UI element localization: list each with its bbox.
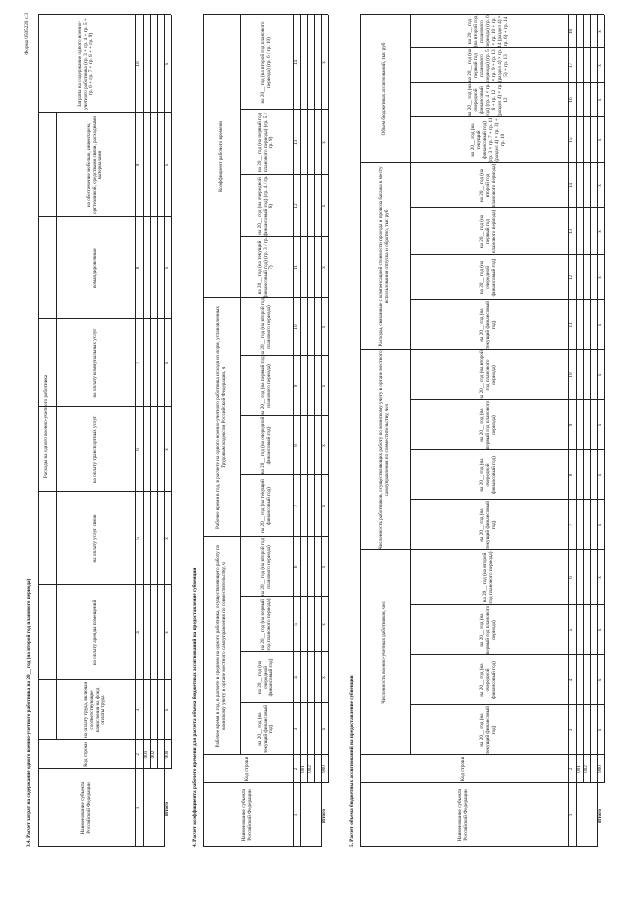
header-col-4-text: на оплату аренды помещений: [91, 599, 98, 666]
total-x-17: [597, 48, 604, 83]
header-col-14: [240, 15, 293, 110]
header-col-15-text: на 20__ год (на текущий финансовый год) (гр. 3 × гр. 7 + гр. 11 (раздел 4) × гр. 3) + гр. 10: [470, 117, 506, 163]
col-number-11-text: 11: [568, 322, 575, 328]
total-x-7-text: x: [596, 523, 603, 527]
header-col-7-text: на 20__ год (на текущий финансовый год): [479, 500, 497, 550]
total-code-text: 900: [163, 750, 170, 759]
header-col-16: [410, 83, 568, 117]
header-group-appropriations: [360, 15, 410, 163]
header-col-18: [410, 15, 568, 48]
header-subject-text: Наименование субъекта Российской Федерации: [241, 788, 253, 842]
col-number-2: [568, 755, 576, 783]
total-x-14-text: x: [320, 61, 327, 64]
header-col-10: [240, 298, 293, 356]
header-group-appropriations-text: Объем бюджетных ассигнований, тыс руб: [381, 42, 388, 136]
total-x-5-text: x: [596, 628, 603, 632]
total-x-7: [164, 319, 171, 407]
rule-h: [604, 15, 605, 783]
header-col-3-text: на 20__ год (на текущий финансовый год): [479, 705, 497, 755]
col-number-5: [293, 597, 300, 652]
total-x-11: [597, 300, 604, 350]
header-col-5: [56, 492, 135, 585]
col-number-5-text: 5: [135, 537, 142, 540]
col-number-11: [568, 300, 576, 350]
header-col-12: [410, 255, 568, 300]
header-col-4: [410, 655, 568, 705]
header-subject: [38, 769, 135, 847]
total-x-11-text: x: [320, 266, 327, 269]
col-number-3-text: 3: [135, 708, 142, 712]
header-col-4-text: на 20__ год (на очередной финансовый год): [256, 658, 275, 697]
header-col-4: [240, 652, 293, 703]
col-number-5: [135, 492, 143, 585]
total-x-14: [321, 15, 328, 110]
total-x-8-text: x: [596, 473, 603, 477]
header-col-3-text: на оплату труда, включая соответствующие начисления на фонд оплаты труда: [82, 682, 107, 738]
total-x-6: [321, 537, 328, 597]
header-col-6: [240, 537, 293, 597]
col-number-16-text: 16: [568, 97, 575, 103]
col-number-4: [135, 585, 143, 680]
header-col-11: [240, 237, 293, 298]
header-group-staff-parttime: [360, 350, 410, 550]
total-x-5: [597, 605, 604, 655]
rule-h: [328, 15, 329, 783]
total-x-14-text: x: [596, 184, 603, 187]
header-code-text: Код строки: [244, 756, 251, 782]
col-number-6: [293, 537, 300, 597]
header-col-4: [56, 585, 135, 680]
header-group-coefficient-text: Коэффициент рабочего времени: [217, 121, 224, 192]
col-number-8: [135, 217, 143, 319]
col-number-15: [568, 117, 576, 163]
total-x-3-text: x: [596, 728, 603, 732]
total-x-9-text: x: [596, 423, 603, 427]
total-label: [321, 785, 328, 847]
header-col-14: [410, 163, 568, 208]
header-group-staff: [360, 550, 410, 755]
section-5-title: 5. Расчет объема бюджетных ассигнований на предоставление субвенции: [349, 675, 355, 847]
rule-h: [171, 15, 172, 769]
total-x-15-text: x: [596, 138, 603, 142]
header-group-staff-parttime-text: Численность работников, осуществляющих работу по воинскому учету в органе местного самоуправления по совместительству, чел: [378, 350, 390, 550]
col-number-9: [293, 356, 300, 416]
total-x-13: [597, 208, 604, 255]
col-number-1: [568, 783, 576, 847]
total-x-5-text: x: [163, 537, 170, 540]
total-label-text: Итого: [596, 809, 603, 823]
total-code: [164, 740, 171, 769]
col-number-2-text: 2: [135, 753, 142, 756]
total-x-7-text: x: [320, 504, 327, 508]
header-col-13: [240, 110, 293, 175]
header-subject: [203, 783, 293, 847]
col-number-9-text: 9: [568, 423, 575, 427]
col-number-5: [568, 605, 576, 655]
col-number-7: [568, 500, 576, 550]
header-col-17-text: на 20__ год (на первый год планового периода) (гр. 5 × гр. 9 + гр. 13 (раздел 4) × гр. 5) + гр. 13: [467, 48, 509, 83]
header-col-6-text: на 20__ год (на второй год планового периода): [259, 538, 272, 596]
total-x-9-text: x: [163, 163, 170, 167]
col-number-1-text: 1: [292, 813, 299, 817]
header-group-coefficient: [203, 15, 240, 298]
header-col-9: [240, 356, 293, 416]
col-number-10-text: 10: [568, 372, 575, 378]
header-code: [360, 755, 568, 783]
total-label-text: Итого: [320, 809, 327, 823]
total-x-10: [321, 298, 328, 356]
total-x-13-text: x: [320, 141, 327, 144]
total-x-3-text: x: [320, 727, 327, 731]
row-code-001: [143, 740, 150, 769]
col-number-13: [568, 208, 576, 255]
total-x-16: [597, 83, 604, 117]
header-col-18-text: на 20__ год (на второй год планового периода) (гр. 6 × гр. 10 + гр. 14 (раздел 4) × гр. 6) + гр. 14: [467, 15, 509, 48]
col-number-7: [293, 475, 300, 537]
header-col-7: [410, 500, 568, 550]
col-number-1: [293, 783, 300, 847]
total-x-14: [597, 163, 604, 208]
total-x-7: [321, 475, 328, 537]
total-x-8: [597, 450, 604, 500]
header-col-7: [240, 475, 293, 537]
total-label-text: Итого: [163, 802, 170, 816]
total-x-4-text: x: [320, 676, 327, 679]
total-x-5: [164, 492, 171, 585]
header-col-8-text: командировочные: [91, 248, 98, 288]
col-number-6-text: 6: [568, 576, 575, 579]
total-x-4-text: x: [163, 631, 170, 634]
col-number-7-text: 7: [568, 523, 575, 527]
total-x-10-text: x: [596, 373, 603, 377]
total-x-12-text: x: [320, 204, 327, 208]
col-number-6: [568, 550, 576, 605]
col-number-6-text: 6: [135, 448, 142, 451]
total-x-5: [321, 597, 328, 652]
header-col-10-text: на 20__ год (на второй год планового периода): [479, 350, 497, 400]
header-col-12-text: на 20__ год (на очередной финансовый год) (гр. 4 / гр. 8): [256, 175, 275, 237]
row-code-001-text: 001: [142, 750, 149, 759]
col-number-4-text: 4: [292, 676, 299, 679]
header-col-10-text: на 20__ год (на второй год планового периода): [259, 298, 272, 356]
total-x-3: [321, 703, 328, 755]
header-col-5-text: на оплату услуг связи: [91, 514, 98, 563]
col-number-14-text: 14: [568, 182, 575, 189]
header-col-8: [240, 416, 293, 475]
total-x-4: [164, 585, 171, 680]
header-group-travel-compensation: [360, 163, 410, 350]
section-3-4-title: 3.4. Расчет затрат на содержание одного военно-учетного работника на 20__ год (на второй год планового периода): [26, 578, 32, 847]
col-number-14: [568, 163, 576, 208]
col-number-7-text: 7: [292, 504, 299, 508]
total-x-8-text: x: [163, 266, 170, 270]
rule-h: [300, 15, 301, 847]
total-x-3-text: x: [163, 708, 170, 712]
total-x-17-text: x: [596, 64, 603, 67]
header-col-5-text: на 20__ год (на первый год планового периода): [479, 605, 497, 655]
header-col-9-text: на обеспечение мебелью, инвентарем, оргтехникой, средствами связи, расходными материалами: [85, 116, 104, 214]
col-number-15-text: 15: [568, 137, 575, 143]
col-number-3: [568, 705, 576, 755]
row-code-002: [583, 755, 590, 783]
total-x-13-text: x: [596, 230, 603, 233]
col-number-4-text: 4: [135, 631, 142, 634]
total-x-6: [597, 550, 604, 605]
total-x-6: [164, 407, 171, 492]
col-number-9-text: 9: [292, 384, 299, 388]
col-number-18: [568, 15, 576, 48]
col-number-4-text: 4: [568, 678, 575, 682]
total-x-5-text: x: [320, 623, 327, 626]
total-x-6-text: x: [596, 576, 603, 579]
total-x-10: [164, 15, 171, 113]
header-col-3: [240, 703, 293, 755]
header-col-11: [410, 300, 568, 350]
header-subject-text: Наименование субъекта Российской Федерации: [79, 781, 92, 835]
total-x-8: [321, 416, 328, 475]
col-number-13: [293, 110, 300, 175]
col-number-6: [135, 407, 143, 492]
total-x-12-text: x: [596, 276, 603, 279]
total-x-9-text: x: [320, 384, 327, 388]
total-x-12: [321, 175, 328, 237]
form-code: Форма 0505220 с.3: [24, 13, 30, 55]
header-col-12: [240, 175, 293, 237]
row-code-001: [576, 755, 583, 783]
rule-h: [150, 15, 151, 769]
col-number-2-text: 2: [568, 767, 575, 771]
row-code-001: [300, 755, 307, 783]
col-number-3-text: 3: [568, 728, 575, 732]
total-x-8: [164, 217, 171, 319]
header-code: [38, 740, 135, 769]
col-number-9: [135, 113, 143, 217]
col-number-18-text: 18: [568, 28, 575, 35]
total-x-11-text: x: [596, 323, 603, 327]
total-code-text: 900: [596, 765, 603, 773]
col-number-3: [293, 703, 300, 755]
col-number-14: [293, 15, 300, 110]
total-x-7: [597, 500, 604, 550]
header-subject-text: Наименование субъекта Российской Федерации: [457, 788, 469, 842]
col-number-7: [135, 319, 143, 407]
total-label: [164, 771, 171, 847]
header-col-8: [410, 450, 568, 500]
total-x-3: [164, 680, 171, 740]
header-col-7-text: на 20__ год (на текущий финансовый год): [259, 479, 272, 533]
col-number-14-text: 14: [292, 59, 299, 66]
row-code-001-text: 001: [299, 765, 306, 773]
rule-h: [314, 15, 315, 783]
header-col-5: [410, 605, 568, 655]
col-number-17: [568, 48, 576, 83]
header-col-13: [410, 208, 568, 255]
header-col-10: [410, 350, 568, 400]
header-col-16-text: на 20__ год (на очередной финансовый год) (гр. 4 × гр. 8 + гр. 12 (раздел 4) × гр. 12: [467, 83, 509, 117]
header-col-7-text: на оплату коммунальных услуг: [91, 328, 98, 398]
col-number-6-text: 6: [292, 565, 299, 569]
header-col-14-text: на 20__ год (на второй год планового периода) (гр. 6 / гр. 10): [259, 21, 272, 104]
col-number-10-text: 10: [292, 324, 299, 330]
total-x-12: [597, 255, 604, 300]
header-col-13-text: на 20__ год (на первый год планового периода) (гр. 5 / гр. 9): [256, 112, 275, 173]
header-col-3: [56, 680, 135, 740]
col-number-16: [568, 83, 576, 117]
col-number-12-text: 12: [568, 274, 575, 281]
col-number-2-text: 2: [292, 767, 299, 771]
total-x-11: [321, 237, 328, 298]
rule-h: [576, 15, 577, 847]
total-code: [597, 755, 604, 783]
total-x-10-text: x: [320, 325, 327, 329]
total-x-10-text: x: [163, 62, 170, 66]
header-col-8-text: на 20__ год (на очередной финансовый год): [259, 416, 272, 475]
header-col-11-text: на 20__ год (на текущий финансовый год): [479, 300, 497, 350]
header-subject: [360, 783, 568, 847]
header-code-text: Код строки: [460, 756, 467, 782]
col-number-13-text: 13: [568, 228, 575, 235]
col-number-4: [568, 655, 576, 705]
total-x-4: [597, 655, 604, 705]
total-x-9: [164, 113, 171, 217]
col-number-8: [568, 450, 576, 500]
header-group-worktime-parttime-text: Рабочее время в год, в расчете в среднем на одного работника, осуществляющего работу по воинскому учету в органе местного самоуправления по совместительству, ч: [214, 544, 227, 748]
header-col-8-text: на 20__ год (на очередной финансовый год): [479, 456, 497, 494]
total-x-15: [597, 117, 604, 163]
header-col-9-text: на 20__ год (на первый год планового периода): [479, 400, 497, 450]
header-col-12-text: на 20__ год (на очередной финансовый год): [479, 258, 497, 297]
total-x-8-text: x: [320, 444, 327, 447]
col-number-8: [293, 416, 300, 475]
rule-h: [143, 15, 144, 847]
rule-h: [307, 15, 308, 783]
col-number-17-text: 17: [568, 62, 575, 69]
header-col-5-text: на 20__ год (на первый год планового периода): [259, 598, 272, 651]
total-code: [321, 755, 328, 783]
header-col-7: [56, 319, 135, 407]
row-code-002-text: 002: [149, 750, 156, 759]
header-col-17: [410, 48, 568, 83]
header-group-worktime-norm: [203, 298, 240, 537]
total-x-4-text: x: [596, 678, 603, 682]
col-number-4: [293, 652, 300, 703]
header-col-9-text: на 20__ год (на первый год планового периода): [259, 356, 272, 416]
row-code-002-text: 002: [582, 765, 589, 773]
col-number-2: [293, 755, 300, 783]
header-col-6-text: на 20__ год (на второй год планового периода): [482, 551, 494, 604]
col-number-10: [293, 298, 300, 356]
col-number-1: [135, 769, 143, 847]
rule-h: [157, 15, 158, 769]
col-number-10: [568, 350, 576, 400]
total-x-4: [321, 652, 328, 703]
total-x-7-text: x: [163, 361, 170, 365]
col-number-11-text: 11: [292, 265, 299, 270]
col-number-10-text: 10: [135, 61, 142, 67]
header-code: [203, 755, 293, 783]
col-number-3: [135, 680, 143, 740]
header-col-10-text: Затраты на содержание одного военно-учетного работника (гр. 3 + гр. 4 + гр. 5 + гр. 6 + гр. 7 + гр. 8 + + гр. 9): [76, 18, 95, 110]
col-number-1-text: 1: [135, 806, 142, 810]
col-number-13-text: 13: [292, 139, 299, 146]
total-code-text: 900: [320, 765, 327, 773]
total-x-9: [321, 356, 328, 416]
header-col-14-text: на 20__ год (на второй год планового периода): [479, 163, 497, 208]
header-group-travel-compensation-text: Расходы, связанные с компенсацией стоимости проезда и провоза багажа к месту использования отпуска и обратно, тыс руб: [378, 166, 390, 347]
header-col-13-text: на 20__ год (на первый год планового периода): [479, 209, 497, 254]
row-code-001-text: 001: [575, 765, 582, 773]
col-number-2: [135, 740, 143, 769]
total-x-18: [597, 15, 604, 48]
col-number-8-text: 8: [135, 266, 142, 270]
col-number-1-text: 1: [568, 813, 575, 817]
header-group-staff-text: Численность военно-учетных работников, чел: [381, 601, 388, 704]
header-col-3-text: на 20__ год (на текущий финансовый год): [256, 704, 275, 754]
total-x-3: [597, 705, 604, 755]
col-number-8-text: 8: [568, 473, 575, 477]
header-group-expenses: [38, 113, 56, 740]
total-x-18-text: x: [596, 30, 603, 33]
col-number-12-text: 12: [292, 203, 299, 209]
header-col-6: [410, 550, 568, 605]
total-x-13: [321, 110, 328, 175]
total-x-6-text: x: [320, 565, 327, 569]
col-number-5-text: 5: [292, 623, 299, 626]
col-number-8-text: 8: [292, 444, 299, 447]
header-col-10: [38, 15, 135, 113]
header-col-6: [56, 407, 135, 492]
header-col-8: [56, 217, 135, 319]
row-code-002-text: 002: [306, 765, 313, 773]
header-col-4-text: на 20__ год (на очередной финансовый год): [479, 661, 497, 699]
header-code-text: Код строки: [82, 742, 89, 767]
total-x-16-text: x: [596, 98, 603, 102]
col-number-3-text: 3: [292, 727, 299, 731]
header-group-worktime-norm-text: Рабочее время в год, в расчете на одного военно-учетного работника исходя из норм, установленных Трудовым кодексом Российской Федерации, ч: [214, 306, 227, 529]
total-x-6-text: x: [163, 448, 170, 451]
header-col-6-text: на оплату транспортных услуг: [91, 415, 98, 484]
header-col-15: [410, 117, 568, 163]
row-code-002: [150, 740, 157, 769]
total-label: [597, 785, 604, 847]
total-x-10: [597, 350, 604, 400]
total-x-9: [597, 400, 604, 450]
section-4-title: 4. Расчет коэффициента рабочего времени для расчета объема бюджетных ассигнований на предоставление субвенции: [192, 567, 198, 847]
col-number-9: [568, 400, 576, 450]
col-number-10: [135, 15, 143, 113]
header-col-9: [56, 113, 135, 217]
header-col-5: [240, 597, 293, 652]
col-number-7-text: 7: [135, 361, 142, 365]
header-col-11-text: на 20__ год (на текущий финансовый год) (гр. 3 / гр. 7): [256, 237, 275, 298]
col-number-5-text: 5: [568, 628, 575, 632]
row-code-002: [307, 755, 314, 783]
col-number-11: [293, 237, 300, 298]
header-group-worktime-parttime: [203, 537, 240, 755]
col-number-12: [293, 175, 300, 237]
header-col-3: [410, 705, 568, 755]
header-col-9: [410, 400, 568, 450]
header-group-expenses-text: Расходы на одного военно-учетного работника: [43, 374, 50, 479]
col-number-12: [568, 255, 576, 300]
col-number-9-text: 9: [135, 163, 142, 167]
